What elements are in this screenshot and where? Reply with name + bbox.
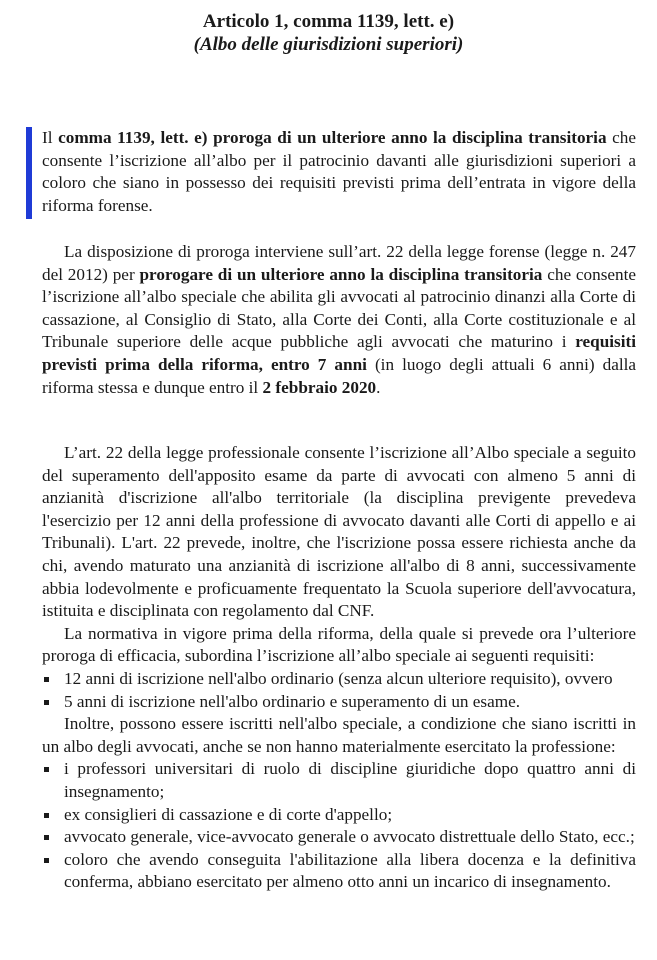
list-item: coloro che avendo conseguita l'abilitazione alla libera docenza e la definitiva conferma, abbiano esercitato per almeno otto anni un incarico di insegnamento. bbox=[42, 849, 636, 894]
categorie-list bbox=[42, 758, 636, 894]
paragraph-normativa: La normativa in vigore prima della riforma, della quale si prevede ora l’ulteriore proroga di efficacia, subordina l’iscrizione all’albo speciale ai seguenti requisiti: bbox=[42, 623, 636, 666]
paragraph-art22: L’art. 22 della legge professionale consente l’iscrizione all’Albo speciale a seguito del superamento dell'apposito esame da parte di avvocati con almeno 5 anni di anzianità d'iscrizione all'albo territoriale (la disciplina previgente prevedeva l'esercizio per 12 anni della professione di avvocato davanti alle Corti di appello e ai Tribunali). L'art. 22 prevede, inoltre, che l'iscrizione possa essere richiesta anche da chi, avendo maturato una anzianità di iscrizione all'albo di 8 anni, successivamente abbia lodevolmente e proficuamente frequentato la Scuola superiore dell'avvocatura, istituita e disciplinata con regolamento dal CNF. bbox=[42, 443, 636, 621]
section-art22 bbox=[42, 442, 636, 894]
document-subtitle: (Albo delle giurisdizioni superiori) bbox=[193, 34, 464, 55]
document-title-block bbox=[0, 10, 657, 56]
p2-bold-2: requisiti previsti prima della riforma, entro 7 anni bbox=[42, 332, 636, 374]
p2-bold-3: 2 febbraio 2020 bbox=[262, 377, 377, 397]
list-item: 12 anni di iscrizione nell'albo ordinario (senza alcun ulteriore requisito), ovvero bbox=[42, 668, 636, 691]
p2-text-1: La disposizione di proroga interviene sull’art. 22 della legge forense (legge n. 247 del 2012) per bbox=[42, 242, 636, 284]
intro-text-1: Il bbox=[42, 128, 59, 147]
intro-bold-1: comma 1139, lett. e) proroga di un ulteriore anno la disciplina transitoria bbox=[58, 128, 607, 147]
p2-text-4: . bbox=[376, 377, 381, 397]
intro-paragraph bbox=[42, 127, 636, 217]
list-item: 5 anni di iscrizione nell'albo ordinario e superamento di un esame. bbox=[42, 691, 636, 714]
list-item: i professori universitari di ruolo di discipline giuridiche dopo quattro anni di insegnamento; bbox=[42, 758, 636, 803]
document-title: Articolo 1, comma 1139, lett. e) bbox=[202, 11, 455, 32]
list-item: avvocato generale, vice-avvocato generale o avvocato distrettuale dello Stato, ecc.; bbox=[42, 826, 636, 849]
list-item: ex consiglieri di cassazione e di corte d'appello; bbox=[42, 804, 636, 827]
paragraph-inoltre: Inoltre, possono essere iscritti nell'albo speciale, a condizione che siano iscritti in un albo degli avvocati, anche se non hanno materialmente esercitato la professione: bbox=[42, 714, 636, 756]
highlight-bar bbox=[26, 127, 32, 219]
p2-bold-1: prorogare di un ulteriore anno la disciplina transitoria bbox=[139, 264, 543, 284]
p2-text-3: (in luogo degli attuali 6 anni) dalla riforma stessa e dunque entro il bbox=[42, 354, 637, 397]
paragraph-proroga bbox=[42, 241, 636, 399]
requisiti-list bbox=[42, 668, 636, 713]
intro-text-2: che consente l’iscrizione all’albo per il patrocinio davanti alle giurisdizioni superiori a coloro che siano in possesso dei requisiti previsti prima dell’entrata in vigore della riforma forense. bbox=[42, 128, 636, 215]
p2-text-2: che consente l’iscrizione all’albo speciale che abilita gli avvocati al patrocinio dinanzi alla Corte di cassazione, al Consiglio di Stato, alla Corte dei Conti, alla Corte costituzionale e al Tribunale superiore delle acque pubbliche agli avvocati che maturino i bbox=[42, 264, 637, 352]
